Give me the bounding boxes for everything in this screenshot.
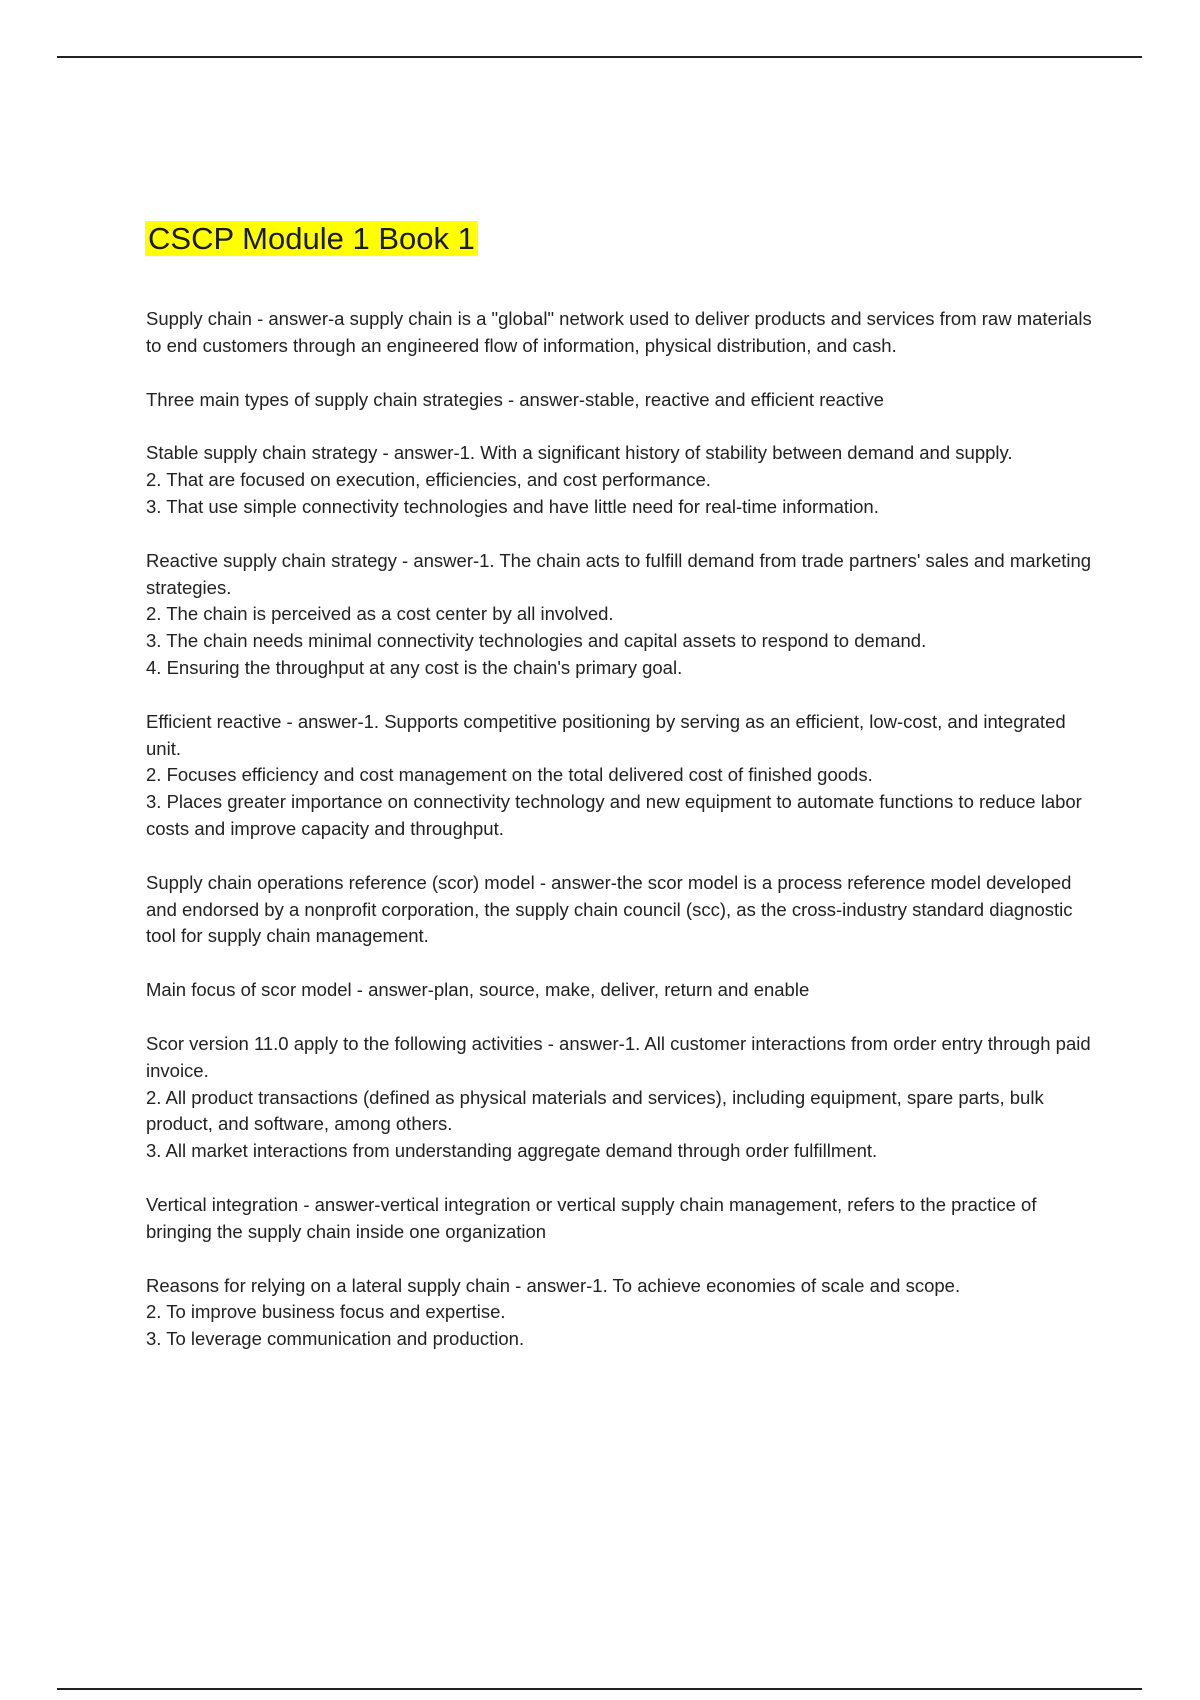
- entry-line: Vertical integration - answer-vertical integration or vertical supply chain management, refers to the practice of bringing the supply chain inside one organization: [146, 1193, 1037, 1242]
- entry-line: 2. That are focused on execution, efficiencies, and cost performance.: [146, 469, 711, 491]
- entry-line: 3. That use simple connectivity technologies and have little need for real-time information.: [146, 495, 879, 517]
- entry-stable-strategy: [146, 440, 1096, 520]
- entry-lateral-supply-chain: [146, 1273, 1096, 1353]
- entry-line: Reactive supply chain strategy - answer-1. The chain acts to fulfill demand from trade partners' sales and marketing strategies.: [146, 549, 1092, 598]
- entry-line: 3. To leverage communication and production.: [146, 1328, 525, 1350]
- entry-line: Scor version 11.0 apply to the following activities - answer-1. All customer interactions from order entry through paid invoice.: [146, 1032, 1091, 1081]
- entry-efficient-reactive: [146, 709, 1096, 843]
- entry-line: Main focus of scor model - answer-plan, source, make, deliver, return and enable: [146, 979, 810, 1001]
- entry-reactive-strategy: [146, 548, 1096, 682]
- entry-line: 3. The chain needs minimal connectivity technologies and capital assets to respond to demand.: [146, 630, 927, 652]
- page-title: [145, 217, 478, 261]
- entry-line: Supply chain - answer-a supply chain is a "global" network used to deliver products and services from raw materials to end customers through an engineered flow of information, physical distribution, and cash.: [146, 308, 1092, 356]
- page-title-highlight: CSCP Module 1 Book 1: [145, 221, 478, 256]
- entry-line: 2. Focuses efficiency and cost management on the total delivered cost of finished goods.: [146, 764, 873, 786]
- entry-line: 3. All market interactions from understanding aggregate demand through order fulfillment.: [146, 1140, 878, 1162]
- entry-line: Supply chain operations reference (scor) model - answer-the scor model is a process reference model developed and endorsed by a nonprofit corporation, the supply chain council (scc), as the cross-industry standard diagnostic tool for supply chain management.: [146, 871, 1073, 947]
- entry-line: Efficient reactive - answer-1. Supports competitive positioning by serving as an efficient, low-cost, and integrated unit.: [146, 710, 1066, 759]
- entry-supply-chain: [146, 306, 1096, 360]
- document-body: [146, 306, 1096, 1380]
- entry-line: Stable supply chain strategy - answer-1. With a significant history of stability between demand and supply.: [146, 442, 1013, 464]
- entry-line: 2. The chain is perceived as a cost center by all involved.: [146, 603, 614, 625]
- entry-line: Reasons for relying on a lateral supply chain - answer-1. To achieve economies of scale and scope.: [146, 1274, 961, 1296]
- entry-scor-focus: [146, 977, 1096, 1004]
- entry-line: 4. Ensuring the throughput at any cost is the chain's primary goal.: [146, 656, 683, 678]
- entry-line: Three main types of supply chain strategies - answer-stable, reactive and efficient reactive: [146, 388, 884, 410]
- entry-line: 3. Places greater importance on connectivity technology and new equipment to automate functions to reduce labor costs and improve capacity and throughput.: [146, 791, 1082, 839]
- entry-line: 2. All product transactions (defined as physical materials and services), including equipment, spare parts, bulk product, and software, among others.: [146, 1086, 1044, 1135]
- entry-line: 2. To improve business focus and expertise.: [146, 1301, 506, 1323]
- footer-rule: [57, 1688, 1142, 1690]
- entry-scor-model: [146, 870, 1096, 950]
- header-rule: [57, 56, 1142, 58]
- entry-vertical-integration: [146, 1192, 1096, 1246]
- entry-strategy-types: [146, 387, 1096, 414]
- entry-scor-version: [146, 1031, 1096, 1165]
